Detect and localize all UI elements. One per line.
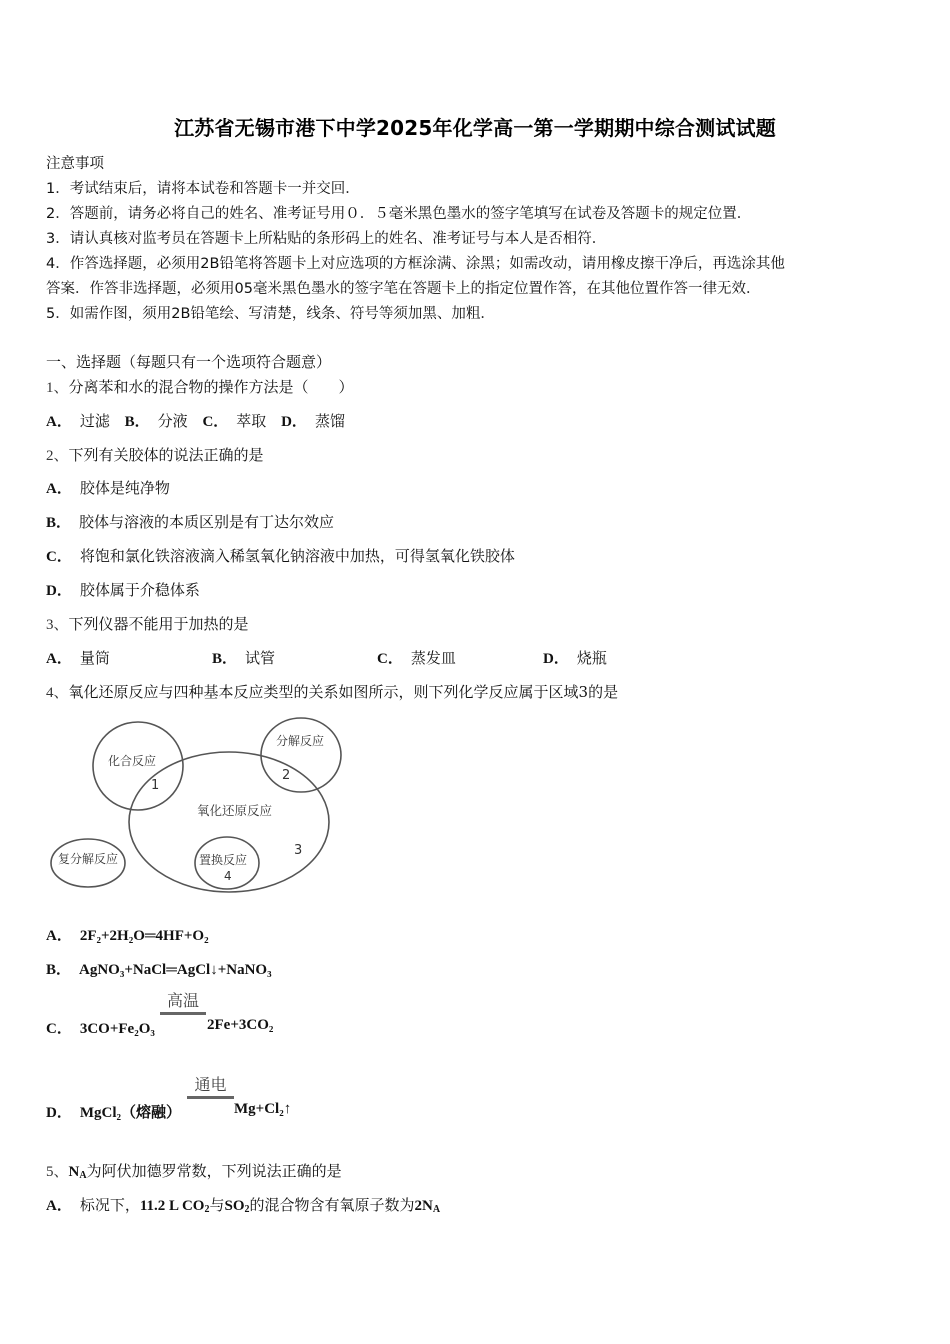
notice-item-5: 5．如需作图，须用2B铅笔绘、写清楚，线条、符号等须加黑、加粗． — [46, 306, 495, 322]
equation-lhs: 3CO+Fe₂O₃ — [79, 1021, 155, 1037]
question-1-options — [46, 410, 345, 431]
question-number: 2、 — [46, 448, 69, 464]
equation-rhs: 4HF+O₂ — [155, 928, 209, 944]
question-2-stem — [46, 444, 264, 465]
condition-bar — [187, 1096, 234, 1099]
decomposition-label: 分解反应 — [276, 734, 325, 748]
equation-lhs: 2F₂+2H₂O — [79, 928, 145, 944]
question-text: 为阿伏加德罗常数，下列说法正确的是 — [86, 1162, 342, 1180]
option-d[interactable]: D． 烧瓶 — [543, 649, 607, 667]
option-b[interactable]: B． 分液 — [124, 412, 188, 430]
option-a[interactable]: A． 过滤 — [46, 412, 110, 430]
decomposition-circle — [261, 718, 341, 792]
option-d[interactable]: D． 胶体属于介稳体系 — [46, 581, 200, 599]
option-b[interactable]: B． AgNO₃+NaCl═AgCl↓+NaNO₃ — [46, 962, 272, 978]
condition-bar — [160, 1012, 206, 1015]
question-3-stem — [46, 613, 249, 634]
question-number: 4、 — [46, 685, 69, 701]
redox-label: 氧化还原反应 — [197, 803, 273, 818]
notice-item-1: 1．考试结束后，请将本试卷和答题卡一并交回． — [46, 181, 360, 197]
option-a[interactable]: A． 量筒 — [46, 649, 110, 667]
question-number: 5、 — [46, 1164, 69, 1180]
option-c[interactable]: C． 将饱和氯化铁溶液滴入稀氢氧化钠溶液中加热，可得氢氧化铁胶体 — [46, 547, 515, 565]
question-number: 1、 — [46, 380, 69, 396]
page-title: 江苏省无锡市港下中学2025年化学高一第一学期期中综合测试试题 — [174, 116, 776, 140]
reaction-condition-electrolysis: 通电 — [187, 1072, 234, 1099]
option-c[interactable]: C． 3CO+Fe₂O₃ — [46, 1021, 155, 1037]
equals-sign: ═ — [166, 962, 177, 978]
notice-item-2: 2．答题前，请务必将自己的姓名、准考证号用０．５毫米黑色墨水的签字笔填写在试卷及答题卡的规定位置． — [46, 206, 752, 222]
option-d[interactable]: D． 蒸馏 — [281, 412, 345, 430]
region-2-label: 2 — [282, 768, 291, 783]
option-b[interactable]: B． 试管 — [212, 649, 276, 667]
reaction-venn-diagram — [44, 712, 364, 897]
reaction-condition-high-temp: 高温 — [160, 988, 206, 1015]
displacement-label: 置换反应 — [199, 853, 248, 867]
equation-rhs: 2Fe+3CO₂ — [207, 1017, 274, 1033]
equation-lhs: MgCl₂（熔融） — [79, 1105, 181, 1121]
option-a[interactable]: A． 2F₂+2H₂O═4HF+O₂ — [46, 928, 209, 944]
region-3-label: 3 — [294, 843, 303, 858]
combination-label: 化合反应 — [108, 754, 157, 768]
question-text: 氧化还原反应与四种基本反应类型的关系如图所示，则下列化学反应属于区域3的是 — [68, 683, 619, 701]
double-displacement-label: 复分解反应 — [58, 852, 119, 866]
option-a[interactable]: A． 胶体是纯净物 — [46, 479, 170, 497]
option-b[interactable]: B． 胶体与溶液的本质区别是有丁达尔效应 — [46, 513, 335, 531]
option-a[interactable]: A． 标况下，11.2 L $CO_2$与$SO_2$的混合物含有氧原子数为$2N_A$ — [46, 1196, 441, 1215]
question-text: 分离苯和水的混合物的操作方法是（ ） — [68, 378, 354, 396]
equation-rhs: Mg+Cl₂↑ — [234, 1101, 292, 1117]
equation-lhs: AgNO₃+NaCl — [79, 962, 167, 978]
option-c[interactable]: C． 蒸发皿 — [377, 649, 456, 667]
question-number: 3、 — [46, 617, 69, 633]
question-text: 下列仪器不能用于加热的是 — [68, 615, 249, 633]
option-d[interactable]: D． MgCl₂（熔融） — [46, 1105, 181, 1121]
equals-sign: ═ — [144, 928, 156, 944]
question-text: 下列有关胶体的说法正确的是 — [68, 446, 264, 464]
region-4-label: 4 — [224, 869, 232, 883]
equation-rhs: AgCl↓+NaNO₃ — [176, 962, 272, 978]
region-1-label: 1 — [151, 778, 160, 793]
question-5-stem: 5、$N_A$为阿伏加德罗常数，下列说法正确的是 — [46, 1162, 342, 1181]
notice-heading: 注意事项 — [46, 156, 104, 172]
option-c[interactable]: C． 萃取 — [202, 412, 267, 430]
question-4-stem — [46, 681, 618, 702]
notice-item-4-cont: 答案．作答非选择题，必须用05毫米黑色墨水的签字笔在答题卡上的指定位置作答，在其他位置作答一律无效． — [46, 281, 761, 297]
section-heading: 一、选择题（每题只有一个选项符合题意） — [46, 353, 332, 371]
notice-item-3: 3．请认真核对监考员在答题卡上所粘贴的条形码上的姓名、准考证号与本人是否相符． — [46, 231, 607, 247]
question-1-stem — [46, 376, 354, 397]
notice-item-4: 4．作答选择题，必须用2B铅笔将答题卡上对应选项的方框涂满、涂黑；如需改动，请用橡皮擦干净后，再选涂其他 — [46, 256, 785, 272]
